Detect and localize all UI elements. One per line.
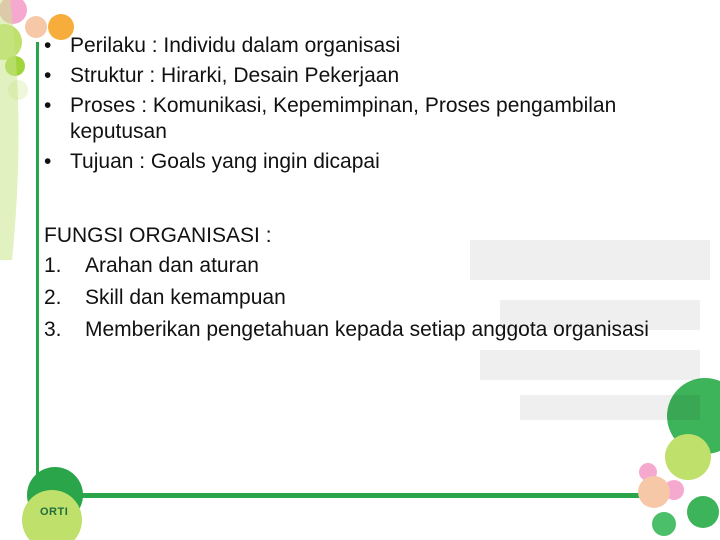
- bullet-item: [44, 33, 664, 59]
- fungsi-number: 1.: [44, 254, 62, 277]
- footer-text: ORTI: [40, 506, 69, 518]
- fungsi-list: [44, 253, 664, 349]
- fungsi-text: Arahan dan aturan: [85, 254, 259, 277]
- bullet-item: [44, 93, 664, 145]
- bullet-item: [44, 149, 664, 175]
- fungsi-number: 2.: [44, 286, 62, 309]
- fungsi-number: 3.: [44, 318, 62, 341]
- bullet-text: Tujuan : Goals yang ingin dicapai: [70, 150, 380, 173]
- fungsi-item: [44, 253, 664, 279]
- bullet-marker: •: [44, 150, 52, 173]
- bullet-marker: •: [44, 34, 52, 57]
- bullet-text: Perilaku : Individu dalam organisasi: [70, 34, 401, 57]
- fungsi-text: Skill dan kemampuan: [85, 286, 286, 309]
- fungsi-item: [44, 317, 664, 343]
- bullet-text: Struktur : Hirarki, Desain Pekerjaan: [70, 64, 400, 87]
- bullet-list: [44, 33, 664, 179]
- bullet-item: [44, 63, 664, 89]
- fungsi-item: [44, 285, 664, 311]
- fungsi-text: Memberikan pengetahuan kepada setiap anggota organisasi: [85, 318, 649, 341]
- bullet-text: Proses : Komunikasi, Kepemimpinan, Proses pengambilan keputusan: [70, 94, 617, 143]
- fungsi-heading: FUNGSI ORGANISASI :: [44, 224, 272, 247]
- bullet-marker: •: [44, 64, 52, 87]
- bullet-marker: •: [44, 94, 52, 117]
